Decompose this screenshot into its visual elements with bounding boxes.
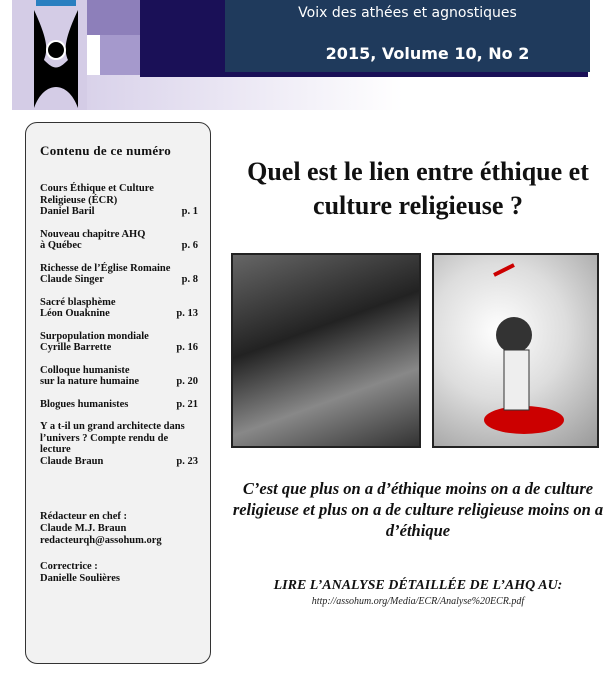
toc-item[interactable] [40,263,198,286]
toc-item-author: Léon Ouaknine [40,308,110,319]
toc-item-title: Surpopulation mondiale [40,330,149,342]
toc-item-title: Blogues humanistes [40,398,129,410]
toc-item-title: Sacré blasphème [40,296,116,308]
header-purple-block [100,35,140,75]
toc-item[interactable] [40,399,198,411]
toc-item[interactable] [40,331,198,354]
humanist-logo-icon [28,0,84,110]
toc-item-title: Colloque humaniste [40,364,130,376]
toc-item-page: p. 6 [181,240,198,251]
toc-item-author: sur la nature humaine [40,376,140,387]
toc-heading: Contenu de ce numéro [40,143,172,158]
editor-label: Rédacteur en chef : [40,511,127,522]
page-title: Quel est le lien entre éthique et culture religieuse ? [247,157,589,220]
issue-volume: 2015, Volume 10, No 2 [325,44,530,63]
inquisition-image [231,253,421,448]
toc-item-author: Claude Singer [40,274,104,285]
header-subtitle: Voix des athées et agnostiques [298,5,517,21]
toc-item-page: p. 1 [181,206,198,217]
corrector-name: Danielle Soulières [40,573,121,584]
toc-item[interactable] [40,229,198,252]
quote: C’est que plus on a d’éthique moins on a de culture religieuse et plus on a de culture religieuse moins on a d’éthique [232,479,604,540]
toc-item-author: Daniel Baril [40,206,95,217]
toc-item-page: p. 8 [181,274,198,285]
analysis-heading: LIRE L’ANALYSE DÉTAILLÉE DE L’AHQ AU: [273,578,563,593]
editor-name: Claude M.J. Braun [40,523,127,534]
toc-item-page: p. 16 [176,342,198,353]
toc-item-title: Nouveau chapitre AHQ [40,228,146,240]
toc-item-title: Y a t-il un grand architecte dans l’univers ? Compte rendu de lecture [40,421,185,455]
toc-item-page: p. 20 [176,376,198,387]
toc-item-page: p. 21 [176,398,198,410]
editor-email: redacteurqh@assohum.org [40,535,162,546]
toc-item-author: à Québec [40,240,82,251]
analysis-link[interactable]: http://assohum.org/Media/ECR/Analyse%20ECR.pdf [311,596,525,607]
toc-item[interactable] [40,183,198,218]
header-gradient [87,75,614,110]
toc-item[interactable] [40,297,198,320]
toc-item-author: Claude Braun [40,455,104,467]
toc-item-title: Richesse de l’Église Romaine [40,262,171,274]
toc-item[interactable] [40,365,198,388]
toc-item-author: Cyrille Barrette [40,342,112,353]
corrector-label: Correctrice : [40,561,98,572]
table-of-contents [25,122,211,664]
toc-item[interactable] [40,421,198,467]
caricature-image [432,253,599,448]
toc-item-page: p. 23 [176,455,198,467]
toc-item-title: Cours Éthique et Culture Religieuse (ÉCR) [40,183,154,206]
toc-item-page: p. 13 [176,308,198,319]
caricature-figure-icon [434,255,597,446]
